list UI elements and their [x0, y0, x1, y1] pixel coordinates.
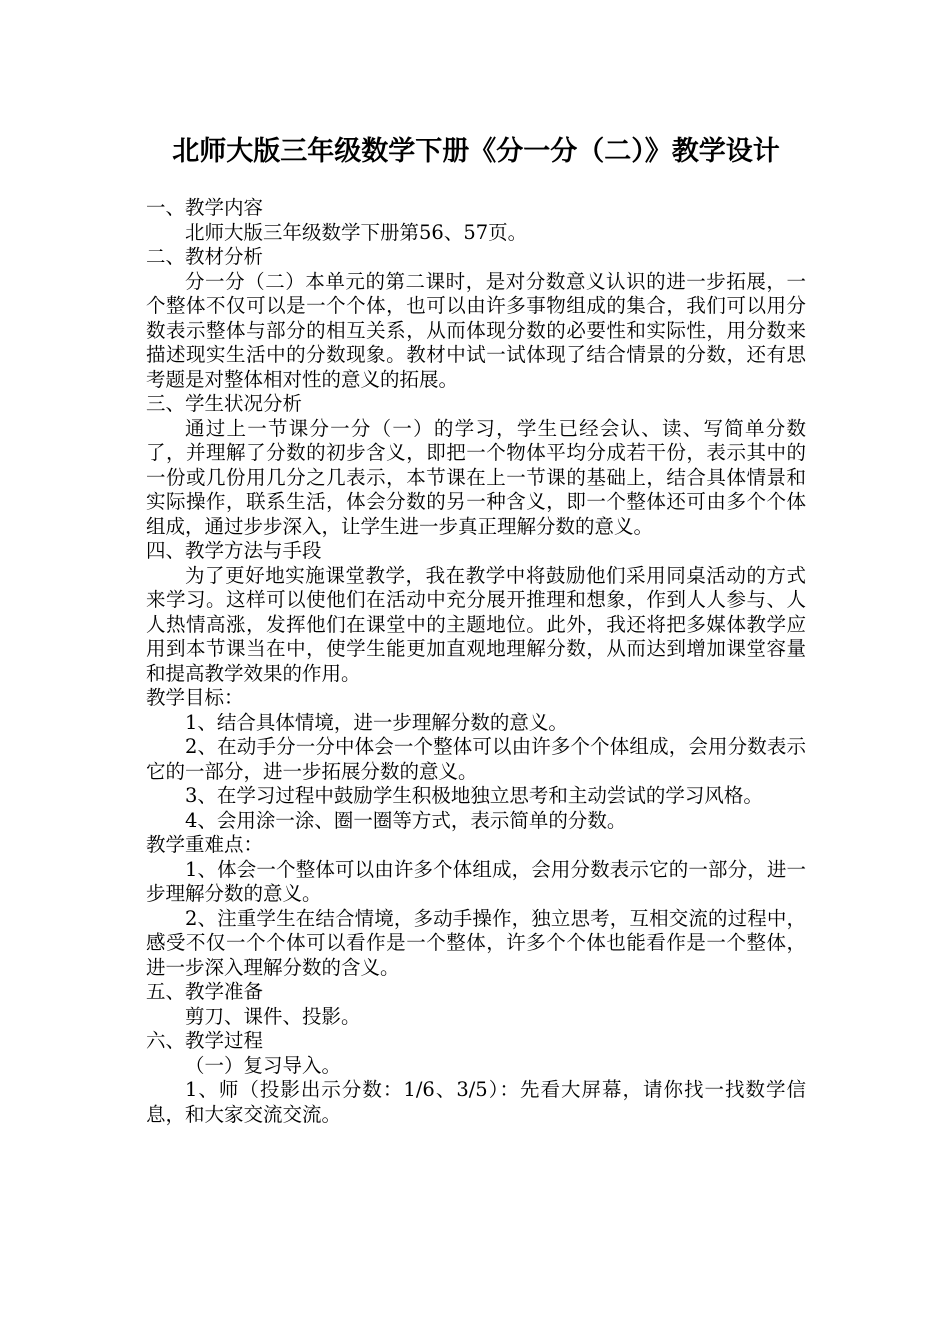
body-paragraph: 剪刀、课件、投影。 [185, 1004, 361, 1028]
document-body [146, 196, 806, 1127]
section-heading: 二、教材分析 [146, 245, 264, 268]
section-heading: 四、教学方法与手段 [146, 539, 322, 562]
body-paragraph: 为了更好地实施课堂教学，我在教学中将鼓励他们采用同桌活动的方式来学习。这样可以使他们在活动中充分展开推理和想象，作到人人参与、人人热情高涨，发挥他们在课堂中的主题地位。此外，我还将把多媒体教学应用到本节课当在中，使学生能更加直观地理解分数，从而达到增加课堂容量和提高教学效果的作用。 [146, 563, 806, 685]
body-paragraph: 1、体会一个整体可以由许多个体组成，会用分数表示它的一部分，进一步理解分数的意义。 [146, 857, 806, 905]
section-heading: 六、教学过程 [146, 1029, 264, 1052]
body-paragraph: 2、注重学生在结合情境，多动手操作，独立思考，互相交流的过程中，感受不仅一个个体可以看作是一个整体，许多个个体也能看作是一个整体，进一步深入理解分数的含义。 [146, 906, 806, 979]
body-paragraph: 1、师（投影出示分数：1/6、3/5）：先看大屏幕，请你找一找数学信息，和大家交流交流。 [146, 1078, 806, 1126]
body-paragraph: 通过上一节课分一分（一）的学习，学生已经会认、读、写简单分数了，并理解了分数的初步含义，即把一个物体平均分成若干份，表示其中的一份或几份用几分之几表示，本节课在上一节课的基础上，结合具体情景和实际操作，联系生活，体会分数的另一种含义，即一个整体还可由多个个体组成，通过步步深入，让学生进一步真正理解分数的意义。 [146, 416, 806, 538]
document-page [146, 128, 806, 1127]
section-heading: 三、学生状况分析 [146, 392, 303, 415]
section-heading: 一、教学内容 [146, 196, 264, 219]
body-paragraph: 北师大版三年级数学下册第56、57页。 [185, 220, 528, 244]
body-paragraph: （一）复习导入。 [185, 1053, 342, 1077]
body-paragraph: 2、在动手分一分中体会一个整体可以由许多个个体组成，会用分数表示它的一部分，进一步拓展分数的意义。 [146, 735, 806, 783]
section-heading: 教学重难点： [146, 833, 264, 856]
section-heading: 五、教学准备 [146, 980, 264, 1003]
body-paragraph: 分一分（二）本单元的第二课时，是对分数意义认识的进一步拓展，一个整体不仅可以是一个个体，也可以由许多事物组成的集合，我们可以用分数表示整体与部分的相互关系，从而体现分数的必要性和实际性，用分数来描述现实生活中的分数现象。教材中试一试体现了结合情景的分数，还有思考题是对整体相对性的意义的拓展。 [146, 269, 806, 391]
section-heading: 教学目标： [146, 686, 244, 709]
body-paragraph: 4、会用涂一涂、圈一圈等方式，表示简单的分数。 [185, 808, 627, 832]
document-title: 北师大版三年级数学下册《分一分（二）》教学设计 [172, 136, 780, 167]
body-paragraph: 1、结合具体情境，进一步理解分数的意义。 [185, 710, 568, 734]
body-paragraph: 3、在学习过程中鼓励学生积极地独立思考和主动尝试的学习风格。 [185, 784, 763, 807]
